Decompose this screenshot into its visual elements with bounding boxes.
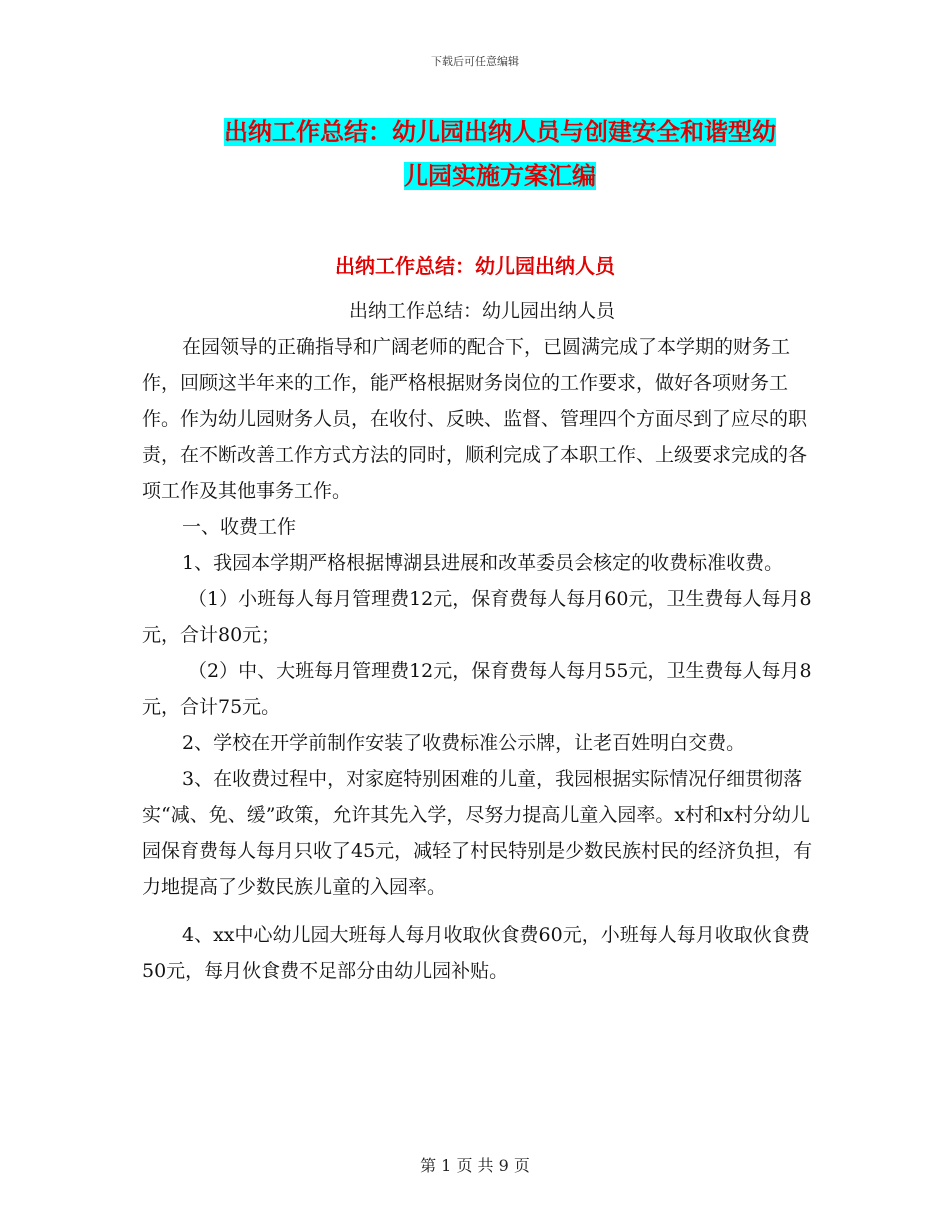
paragraph-intro: 在园领导的正确指导和广阔老师的配合下，已圆满完成了本学期的财务工作，回顾这半年来的工作，能严格根据财务岗位的工作要求，做好各项财务工作。作为幼儿园财务人员，在收付、反映、监督、管理四个方面尽到了应尽的职责，在不断改善工作方式方法的同时，顺利完成了本职工作、上级要求完成的各项工作及其他事务工作。 xyxy=(142,336,808,502)
page-footer: 第 1 页 共 9 页 xyxy=(420,1156,530,1175)
body-subtitle: 出纳工作总结：幼儿园出纳人员 xyxy=(348,300,615,322)
document-title-line-2: 儿园实施方案汇编 xyxy=(404,162,596,190)
paragraph-item-4: 4、xx中心幼儿园大班每人每月收取伙食费60元，小班每人每月收取伙食费50元，每月伙食费不足部分由幼儿园补贴。 xyxy=(142,924,810,982)
paragraph-item-2: 2、学校在开学前制作安装了收费标准公示牌，让老百姓明白交费。 xyxy=(182,732,746,754)
paragraph-item-1-2: （2）中、大班每月管理费12元，保育费每人每月55元，卫生费每人每月8元，合计75元。 xyxy=(142,660,812,718)
document-body xyxy=(142,293,822,989)
paragraph-item-1: 1、我园本学期严格根据博湖县进展和改革委员会核定的收费标准收费。 xyxy=(182,552,784,574)
paragraph-item-1-1: （1）小班每人每月管理费12元，保育费每人每月60元，卫生费每人每月8元，合计80元； xyxy=(142,588,812,646)
paragraph-spacer xyxy=(142,905,822,917)
heading-fee-work: 一、收费工作 xyxy=(182,516,297,538)
document-title-line-1: 出纳工作总结：幼儿园出纳人员与创建安全和谐型幼 xyxy=(224,118,776,146)
section-title: 出纳工作总结：幼儿园出纳人员 xyxy=(335,254,615,278)
header-note: 下载后可任意编辑 xyxy=(431,55,519,68)
paragraph-item-3: 3、在收费过程中，对家庭特别困难的儿童，我园根据实际情况仔细贯彻落实“减、免、缓”政策，允许其先入学，尽努力提高儿童入园率。x村和x村分幼儿园保育费每人每月只收了45元，减轻了村民特别是少数民族村民的经济负担，有力地提高了少数民族儿童的入园率。 xyxy=(142,768,813,898)
document-title xyxy=(140,110,860,198)
